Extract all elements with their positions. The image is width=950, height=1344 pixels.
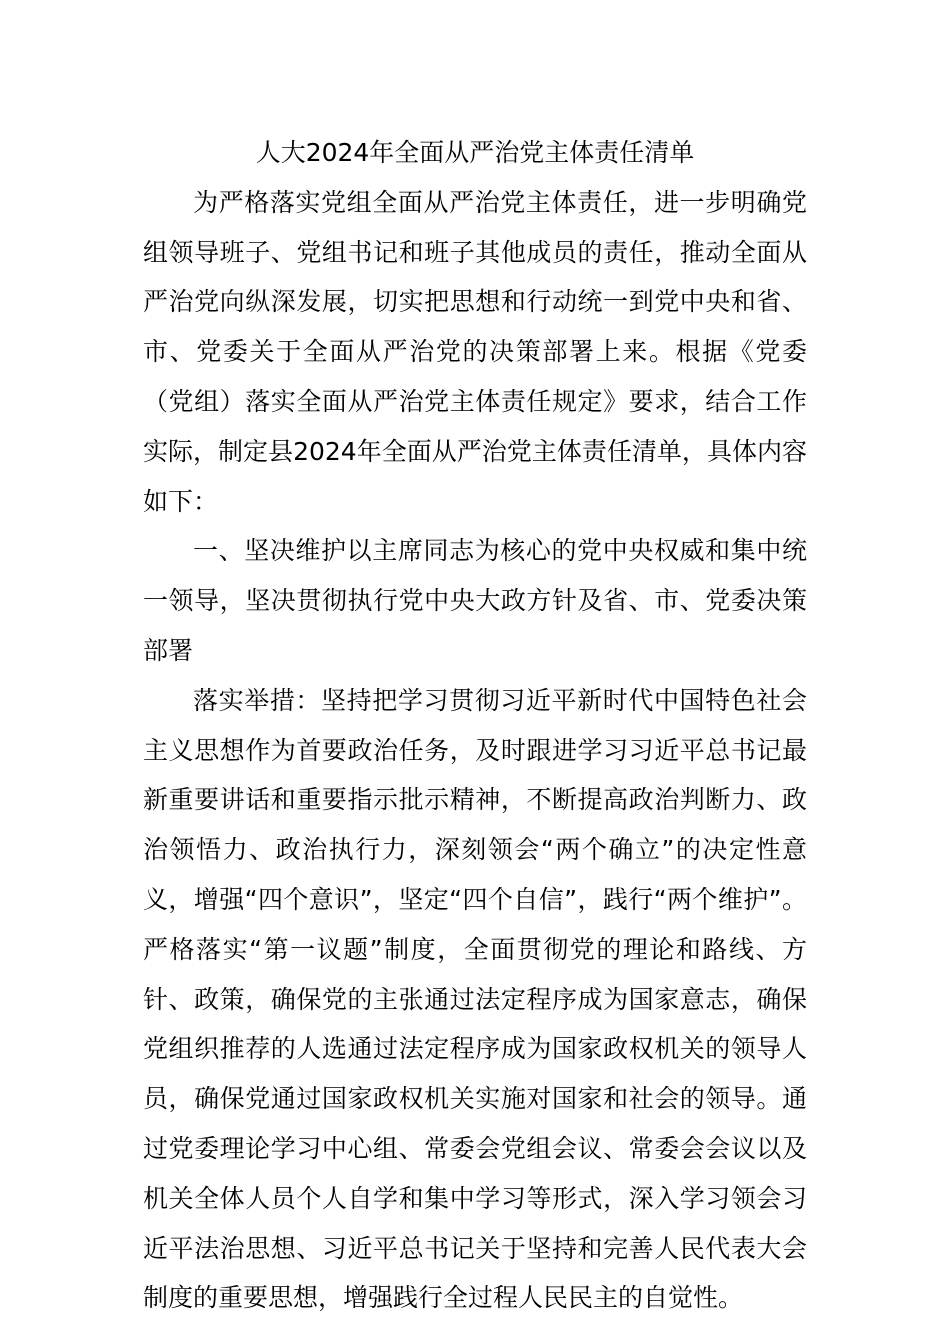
paragraph-section-heading: 一、坚决维护以主席同志为核心的党中央权威和集中统一领导，坚决贯彻执行党中央大政方针及省、市、党委决策部署 [143, 536, 807, 665]
document-title: 人大2024年全面从严治党主体责任清单 [255, 138, 695, 167]
document-body [143, 128, 807, 1323]
paragraph-intro: 为严格落实党组全面从严治党主体责任，进一步明确党组领导班子、党组书记和班子其他成员的责任，推动全面从严治党向纵深发展，切实把思想和行动统一到党中央和省、市、党委关于全面从严治党的决策部署上来。根据《党委（党组）落实全面从严治党主体责任规定》要求，结合工作实际，制定县2024年全面从严治党主体责任清单，具体内容如下： [143, 187, 807, 516]
paragraph-measures: 落实举措：坚持把学习贯彻习近平新时代中国特色社会主义思想作为首要政治任务，及时跟进学习习近平总书记最新重要讲话和重要指示批示精神，不断提高政治判断力、政治领悟力、政治执行力，深刻领会“两个确立”的决定性意义，增强“四个意识”，坚定“四个自信”，践行“两个维护”。严格落实“第一议题”制度，全面贯彻党的理论和路线、方针、政策，确保党的主张通过法定程序成为国家意志，确保党组织推荐的人选通过法定程序成为国家政权机关的领导人员，确保党通过国家政权机关实施对国家和社会的领导。通过党委理论学习中心组、常委会党组会议、常委会会议以及机关全体人员个人自学和集中学习等形式，深入学习领会习近平法治思想、习近平总书记关于坚持和完善人民代表大会制度的重要思想，增强践行全过程人民民主的自觉性。 [143, 685, 807, 1313]
